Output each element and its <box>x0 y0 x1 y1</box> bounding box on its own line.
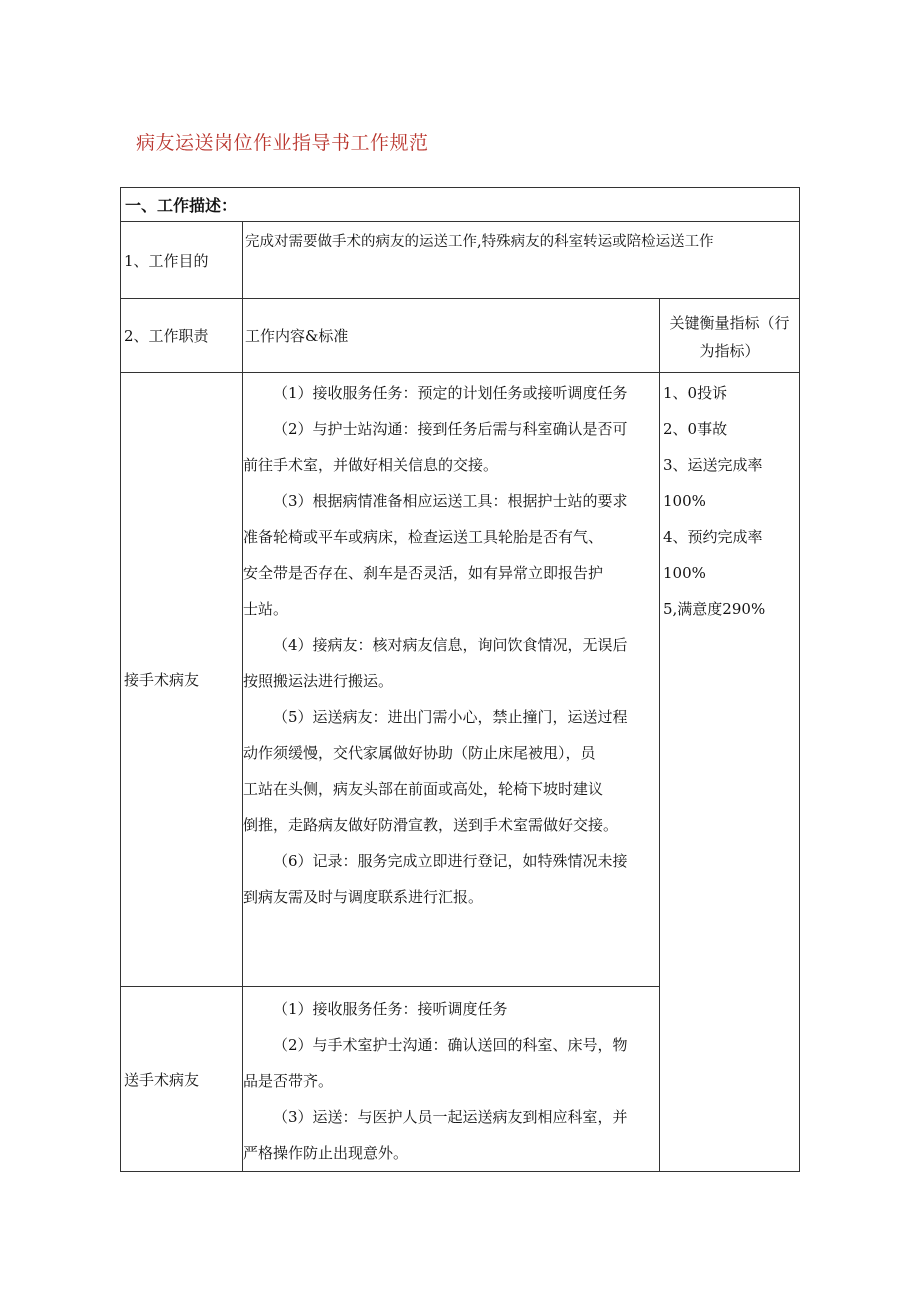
kpi-header-line2: 为指标） <box>699 341 760 360</box>
kpi-item: 1、0投诉 <box>663 384 728 402</box>
purpose-label: 1、工作目的 <box>121 222 243 299</box>
purpose-text: 完成对需要做手术的病友的运送工作,特殊病友的科室转运或陪检运送工作 <box>245 234 714 250</box>
receive-line: （6）记录：服务完成立即进行登记，如特殊情况未接 <box>273 852 628 870</box>
receive-line: （1）接收服务任务：预定的计划任务或接听调度任务 <box>273 384 628 402</box>
kpi-item: 4、预约完成率 <box>663 528 763 546</box>
receive-line: 按照搬运法进行搬运。 <box>243 672 394 690</box>
receive-line: （3）根据病情准备相应运送工具：根据护士站的要求 <box>273 492 628 510</box>
receive-line: 到病友需及时与调度联系进行汇报。 <box>243 888 484 906</box>
kpi-item: 100% <box>663 564 706 582</box>
page-title: 病友运送岗位作业指导书工作规范 <box>136 132 429 154</box>
kpi-item: 3、运送完成率 <box>663 456 763 474</box>
duty-row <box>121 299 800 373</box>
receive-line: 安全带是否存在、刹车是否灵活，如有异常立即报告护 <box>243 564 604 582</box>
receive-line: （5）运送病友：进出门需小心，禁止撞门，运送过程 <box>273 708 628 726</box>
receive-line: 前往手术室，并做好相关信息的交接。 <box>243 456 499 474</box>
send-line: （3）运送：与医护人员一起运送病友到相应科室，并 <box>273 1108 628 1126</box>
send-label: 送手术病友 <box>121 987 243 1172</box>
receive-row <box>121 373 800 987</box>
send-line: （2）与手术室护士沟通：确认送回的科室、床号，物 <box>273 1036 628 1054</box>
kpi-list <box>660 373 800 1172</box>
receive-line: 准备轮椅或平车或病床，检查运送工具轮胎是否有气、 <box>243 528 604 546</box>
send-line: 品是否带齐。 <box>243 1072 334 1090</box>
receive-line: 工站在头侧，病友头部在前面或高处，轮椅下坡时建议 <box>243 780 604 798</box>
receive-content <box>243 373 660 987</box>
send-line: （1）接收服务任务：接听调度任务 <box>273 1000 508 1018</box>
kpi-item: 5,满意度290% <box>663 600 766 618</box>
send-line: 严格操作防止出现意外。 <box>243 1144 409 1162</box>
kpi-header <box>660 299 800 373</box>
section-heading: 一、工作描述： <box>121 188 800 222</box>
send-content <box>243 987 660 1172</box>
work-spec-table <box>120 187 800 1172</box>
kpi-item: 100% <box>663 492 706 510</box>
kpi-header-line1: 关键衡量指标（行 <box>669 313 790 332</box>
duty-label: 2、工作职责 <box>121 299 243 373</box>
purpose-row <box>121 222 800 299</box>
receive-line: 动作须缓慢，交代家属做好协助（防止床尾被甩），员 <box>243 744 596 762</box>
receive-line: 士站。 <box>243 600 289 618</box>
receive-label: 接手术病友 <box>121 373 243 987</box>
section-row <box>121 188 800 222</box>
kpi-item: 2、0事故 <box>663 420 728 438</box>
receive-line: 倒推，走路病友做好防滑宣教，送到手术室需做好交接。 <box>243 816 619 834</box>
content-header: 工作内容&标准 <box>243 299 660 373</box>
receive-line: （4）接病友：核对病友信息，询问饮食情况，无误后 <box>273 636 628 654</box>
receive-line: （2）与护士站沟通：接到任务后需与科室确认是否可 <box>273 420 628 438</box>
